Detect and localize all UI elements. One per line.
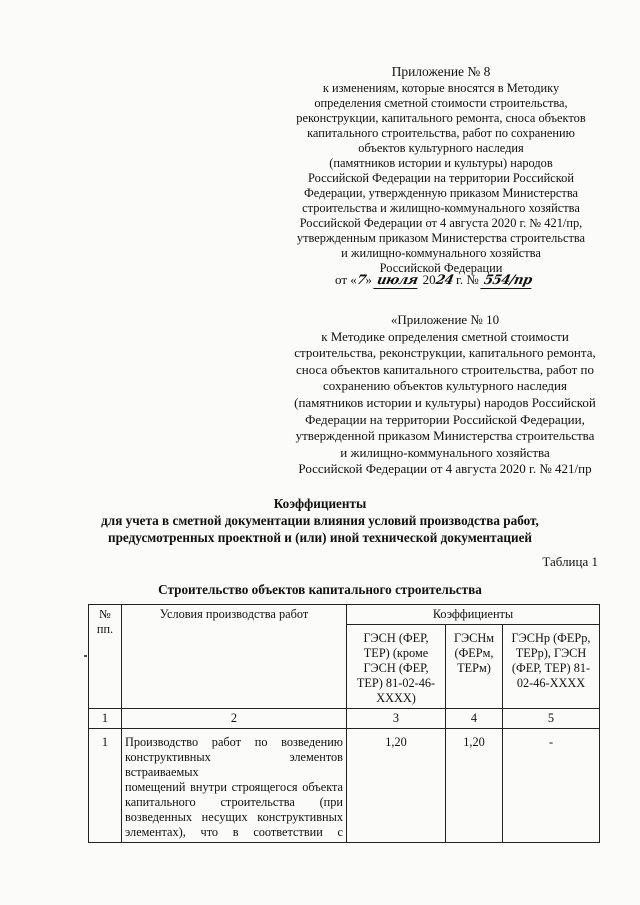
appendix-10-line: (памятников истории и культуры) народов Российской xyxy=(294,394,596,410)
appendix-8-line: и жилищно-коммунального хозяйства xyxy=(341,246,541,260)
index-cell: 2 xyxy=(122,709,347,729)
order-prefix: от « xyxy=(335,272,357,287)
appendix-10-line: Федерации на территории Российской Федерации, xyxy=(305,411,585,427)
appendix-8-line: Российской Федерации на территории Российской xyxy=(307,171,574,185)
condition-line: элементах), что в соответствии с xyxy=(125,825,343,839)
header-gesnm: ГЭСНм (ФЕРм, ТЕРм) xyxy=(446,625,503,709)
appendix-10-line: сноса объектов капитального строительства, работ по xyxy=(295,361,595,377)
handwritten-day: 7 xyxy=(355,273,367,288)
handwritten-year: 24 xyxy=(434,273,455,288)
index-cell: 5 xyxy=(503,709,600,729)
coef-gesn-value: 1,20 xyxy=(347,729,446,843)
appendix-8-line: к изменениям, которые вносятся в Методику xyxy=(322,81,560,95)
coefficients-title xyxy=(0,495,640,546)
order-date-number-line xyxy=(335,272,533,289)
index-cell: 3 xyxy=(347,709,446,729)
condition-line: помещений внутри строящегося объекта xyxy=(125,780,343,794)
condition-line: капитального строительства (при xyxy=(125,795,343,809)
table-header-row xyxy=(89,605,600,625)
appendix-8-line: определения сметной стоимости строительства, xyxy=(314,96,568,110)
coefficients-table xyxy=(88,604,600,843)
header-conditions: Условия производства работ xyxy=(122,605,347,709)
appendix-8-line: Российской Федерации от 4 августа 2020 г. № 421/пр, xyxy=(299,216,583,230)
order-quote-close: » xyxy=(365,272,372,287)
coef-gesnr-value: - xyxy=(503,729,600,843)
index-cell: 4 xyxy=(446,709,503,729)
section-title: Строительство объектов капитального строительства xyxy=(158,582,482,597)
scan-speck xyxy=(84,655,87,657)
header-num: № пп. xyxy=(89,605,122,709)
order-year-prefix: 20 xyxy=(422,272,436,287)
row-number: 1 xyxy=(89,729,122,843)
coefficients-title-line: Коэффициенты xyxy=(273,496,367,511)
condition-line: Производство работ по возведению xyxy=(125,735,343,749)
appendix-8-line: капитального строительства, работ по сохранению xyxy=(307,126,575,140)
appendix-10-line: сохранению объектов культурного наследия xyxy=(323,378,567,394)
handwritten-month: июля xyxy=(373,273,421,289)
coef-gesnm-value: 1,20 xyxy=(446,729,503,843)
handwritten-order-number: 554/пр xyxy=(480,273,535,289)
condition-line: конструктивных элементов встраиваемых xyxy=(125,750,343,779)
index-cell: 1 xyxy=(89,709,122,729)
appendix-8-line: строительства и жилищно-коммунального хозяйства xyxy=(302,201,580,215)
appendix-10-line: Российской Федерации от 4 августа 2020 г. № 421/пр xyxy=(298,461,592,477)
table-index-row xyxy=(89,709,600,729)
table-label: Таблица 1 xyxy=(542,554,598,569)
appendix-10-line: и жилищно-коммунального хозяйства xyxy=(340,444,550,460)
appendix-8-line: Российской Федерации xyxy=(379,261,503,275)
order-year-end: г. № xyxy=(456,272,479,287)
row-conditions xyxy=(122,729,347,843)
header-coefficients: Коэффициенты xyxy=(347,605,600,625)
coefficients-title-line: предусмотренных проектной и (или) иной технической документацией xyxy=(107,530,533,545)
condition-line: возведенных несущих конструктивных xyxy=(125,810,343,824)
appendix-8-line: реконструкции, капитального ремонта, сноса объектов xyxy=(296,111,586,125)
appendix-10-line: к Методике определения сметной стоимости xyxy=(321,328,569,344)
table-row xyxy=(89,729,600,843)
appendix-8-heading: Приложение № 8 xyxy=(391,64,491,79)
appendix-10-line: «Приложение № 10 xyxy=(390,312,500,327)
appendix-8-line: объектов культурного наследия xyxy=(358,141,524,155)
header-gesnr: ГЭСНр (ФЕРр, ТЕРр), ГЭСН (ФЕР, ТЕР) 81-02-46-XXXX xyxy=(503,625,600,709)
header-gesn: ГЭСН (ФЕР, ТЕР) (кроме ГЭСН (ФЕР, ТЕР) 81-02-46-XXXX) xyxy=(347,625,446,709)
appendix-10-line: строительства, реконструкции, капитального ремонта, xyxy=(294,345,596,361)
appendix-8-line: Федерации, утвержденную приказом Министерства xyxy=(303,186,579,200)
coefficients-title-line: для учета в сметной документации влияния условий производства работ, xyxy=(101,513,539,528)
appendix-10-block xyxy=(265,312,625,478)
appendix-10-line: утвержденной приказом Министерства строительства xyxy=(295,428,595,444)
appendix-8-line: (памятников истории и культуры) народов xyxy=(329,156,553,170)
appendix-8-block xyxy=(262,64,620,276)
appendix-8-line: утвержденным приказом Министерства строительства xyxy=(296,231,586,245)
